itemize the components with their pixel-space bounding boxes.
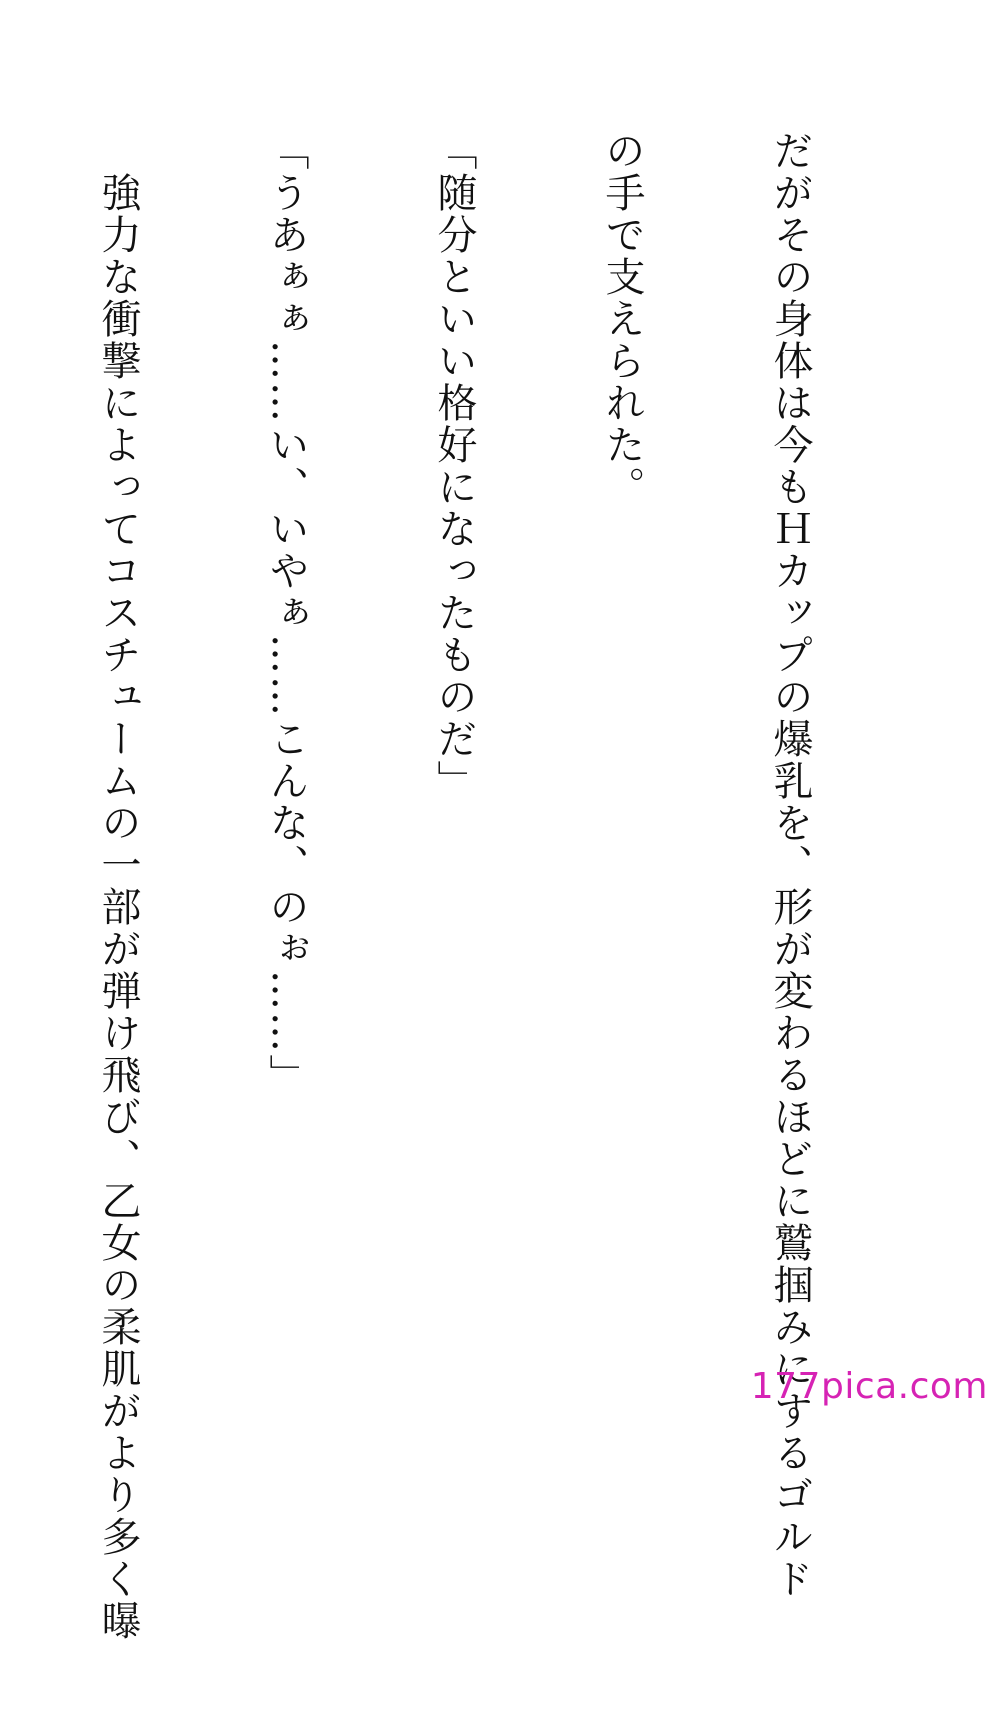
text-line: だがその身体は今もＨカップの爆乳を、形が変わるほどに鷲掴みにするゴルド	[767, 130, 813, 1600]
text-line: 強力な衝撃によってコスチュームの一部が弾け飛び、乙女の柔肌がより多く曝	[95, 130, 141, 1642]
text-line: 「随分といい格好になったものだ」	[431, 130, 477, 802]
watermark-text: 177pica.com	[750, 1366, 988, 1407]
text-line: 「うあぁぁ……い、いやぁ……こんな、のぉ……」	[263, 130, 309, 1096]
text-line: の手で支えられた。	[599, 130, 645, 508]
